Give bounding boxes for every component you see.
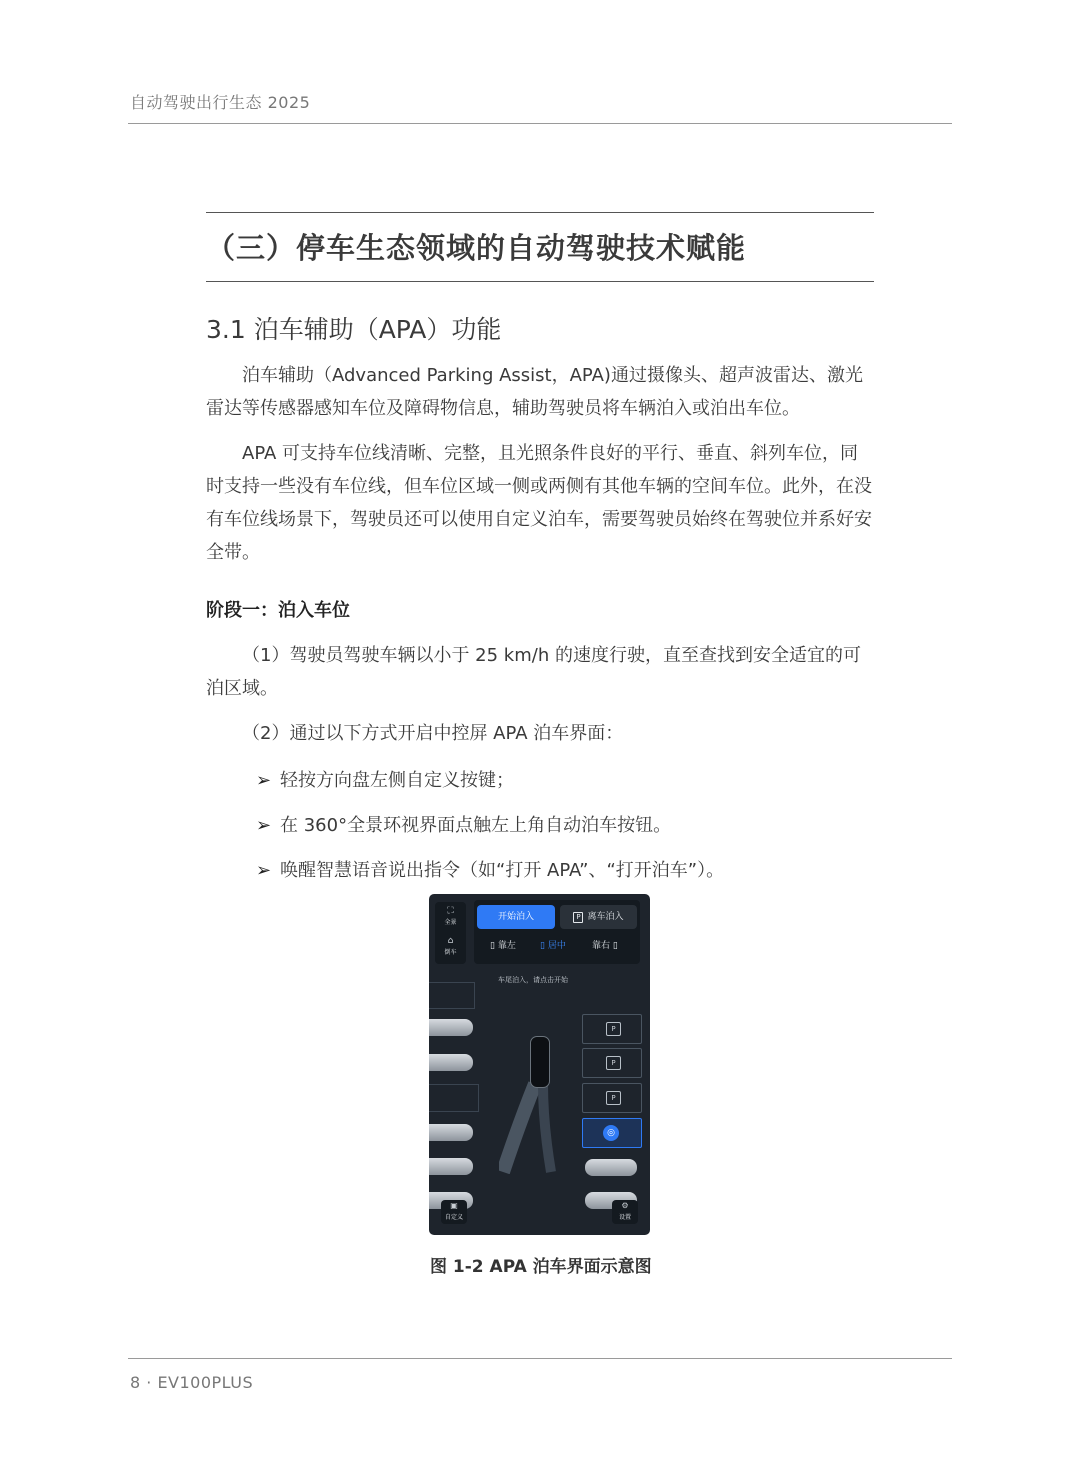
overview-view-button[interactable]: ⛶ 全景: [435, 906, 466, 926]
paragraph-apa-definition: 泊车辅助（Advanced Parking Assist，APA)通过摄像头、超声波雷达、激光雷达等传感器感知车位及障碍物信息，辅助驾驶员将车辆泊入或泊出车位。: [206, 365, 863, 419]
align-center-icon: ▯: [540, 941, 548, 951]
gear-icon: ⚙: [621, 1201, 629, 1210]
chapter-title: （三）停车生态领域的自动驾驶技术赋能: [206, 231, 747, 265]
custom-parking-button[interactable]: ▣ 自定义: [441, 1200, 467, 1224]
chapter-bottom-rule: [206, 281, 874, 282]
parked-car: [429, 1124, 473, 1141]
parked-car: [429, 1019, 473, 1036]
align-right-icon: ▯: [610, 941, 618, 951]
parked-car: [429, 1054, 473, 1071]
paragraph-apa-support: APA 可支持车位线清晰、完整，且光照条件良好的平行、垂直、斜列车位，同时支持一些没有车位线，但车位区域一侧或两侧有其他车辆的空间车位。此外，在没有车位线场景下，驾驶员还可以使用自定义泊车，需要驾驶员始终在驾驶位并系好安全带。: [206, 443, 872, 563]
parking-slot[interactable]: [582, 1014, 642, 1044]
align-left-option[interactable]: ▯ 靠左: [490, 941, 516, 951]
header-divider: [128, 123, 952, 124]
chapter-top-rule: [206, 212, 874, 213]
running-header: 自动驾驶出行生态 2025: [130, 93, 311, 112]
step-1: （1）驾驶员驾驶车辆以小于 25 km/h 的速度行驶，直至查找到安全适宜的可泊区域。: [206, 645, 861, 699]
apa-parking-screen: [429, 894, 650, 1235]
parking-icon: P: [606, 1022, 621, 1036]
bullet-item: ➢ 轻按方向盘左侧自定义按键；: [256, 770, 514, 791]
stage-title: 阶段一：泊入车位: [206, 600, 350, 621]
start-parking-button[interactable]: 开始泊入: [477, 905, 555, 929]
parking-icon: P: [606, 1056, 621, 1070]
parked-car: [585, 1159, 637, 1176]
parking-hint: 车尾泊入，请点击开始: [498, 976, 568, 984]
car-icon: ⌂: [447, 936, 454, 946]
arrow-bullet-icon: ➢: [256, 860, 272, 881]
parking-control-bar: [474, 900, 640, 964]
arrow-bullet-icon: ➢: [256, 770, 272, 791]
remote-parking-button[interactable]: P 离车泊入: [560, 905, 637, 929]
settings-button[interactable]: ⚙ 设置: [612, 1200, 638, 1224]
footer-divider: [128, 1358, 952, 1359]
align-left-icon: ▯: [490, 941, 498, 951]
camera-view-icon: ⛶: [447, 906, 454, 916]
parking-p-icon: P: [573, 912, 583, 923]
view-sidebar: [435, 902, 466, 964]
align-right-option[interactable]: 靠右 ▯: [592, 941, 618, 951]
reverse-view-button[interactable]: ⌂ 倒车: [435, 936, 466, 956]
custom-icon: ▣: [450, 1201, 458, 1210]
parking-slot: [429, 1084, 479, 1112]
bullet-item: ➢ 唤醒智慧语音说出指令（如“打开 APA”、“打开泊车”）。: [256, 860, 725, 881]
bullet-item: ➢ 在 360°全景环视界面点触左上角自动泊车按钮。: [256, 815, 672, 836]
parked-car: [429, 1158, 473, 1175]
figure-caption: 图 1-2 APA 泊车界面示意图: [430, 1257, 652, 1277]
parking-slot[interactable]: [582, 1048, 642, 1078]
parking-icon: P: [606, 1091, 621, 1105]
page-footer: 8 · EV100PLUS: [130, 1373, 254, 1392]
selected-slot-icon: ◎: [603, 1125, 619, 1141]
section-title: 3.1 泊车辅助（APA）功能: [206, 315, 502, 344]
parking-slot[interactable]: [582, 1083, 642, 1113]
parking-slot-selected[interactable]: [582, 1118, 642, 1148]
align-center-option[interactable]: ▯ 居中: [540, 941, 566, 951]
parking-slot: [429, 982, 475, 1009]
step-2: （2）通过以下方式开启中控屏 APA 泊车界面：: [242, 723, 624, 744]
arrow-bullet-icon: ➢: [256, 815, 272, 836]
ego-car: [530, 1036, 550, 1088]
